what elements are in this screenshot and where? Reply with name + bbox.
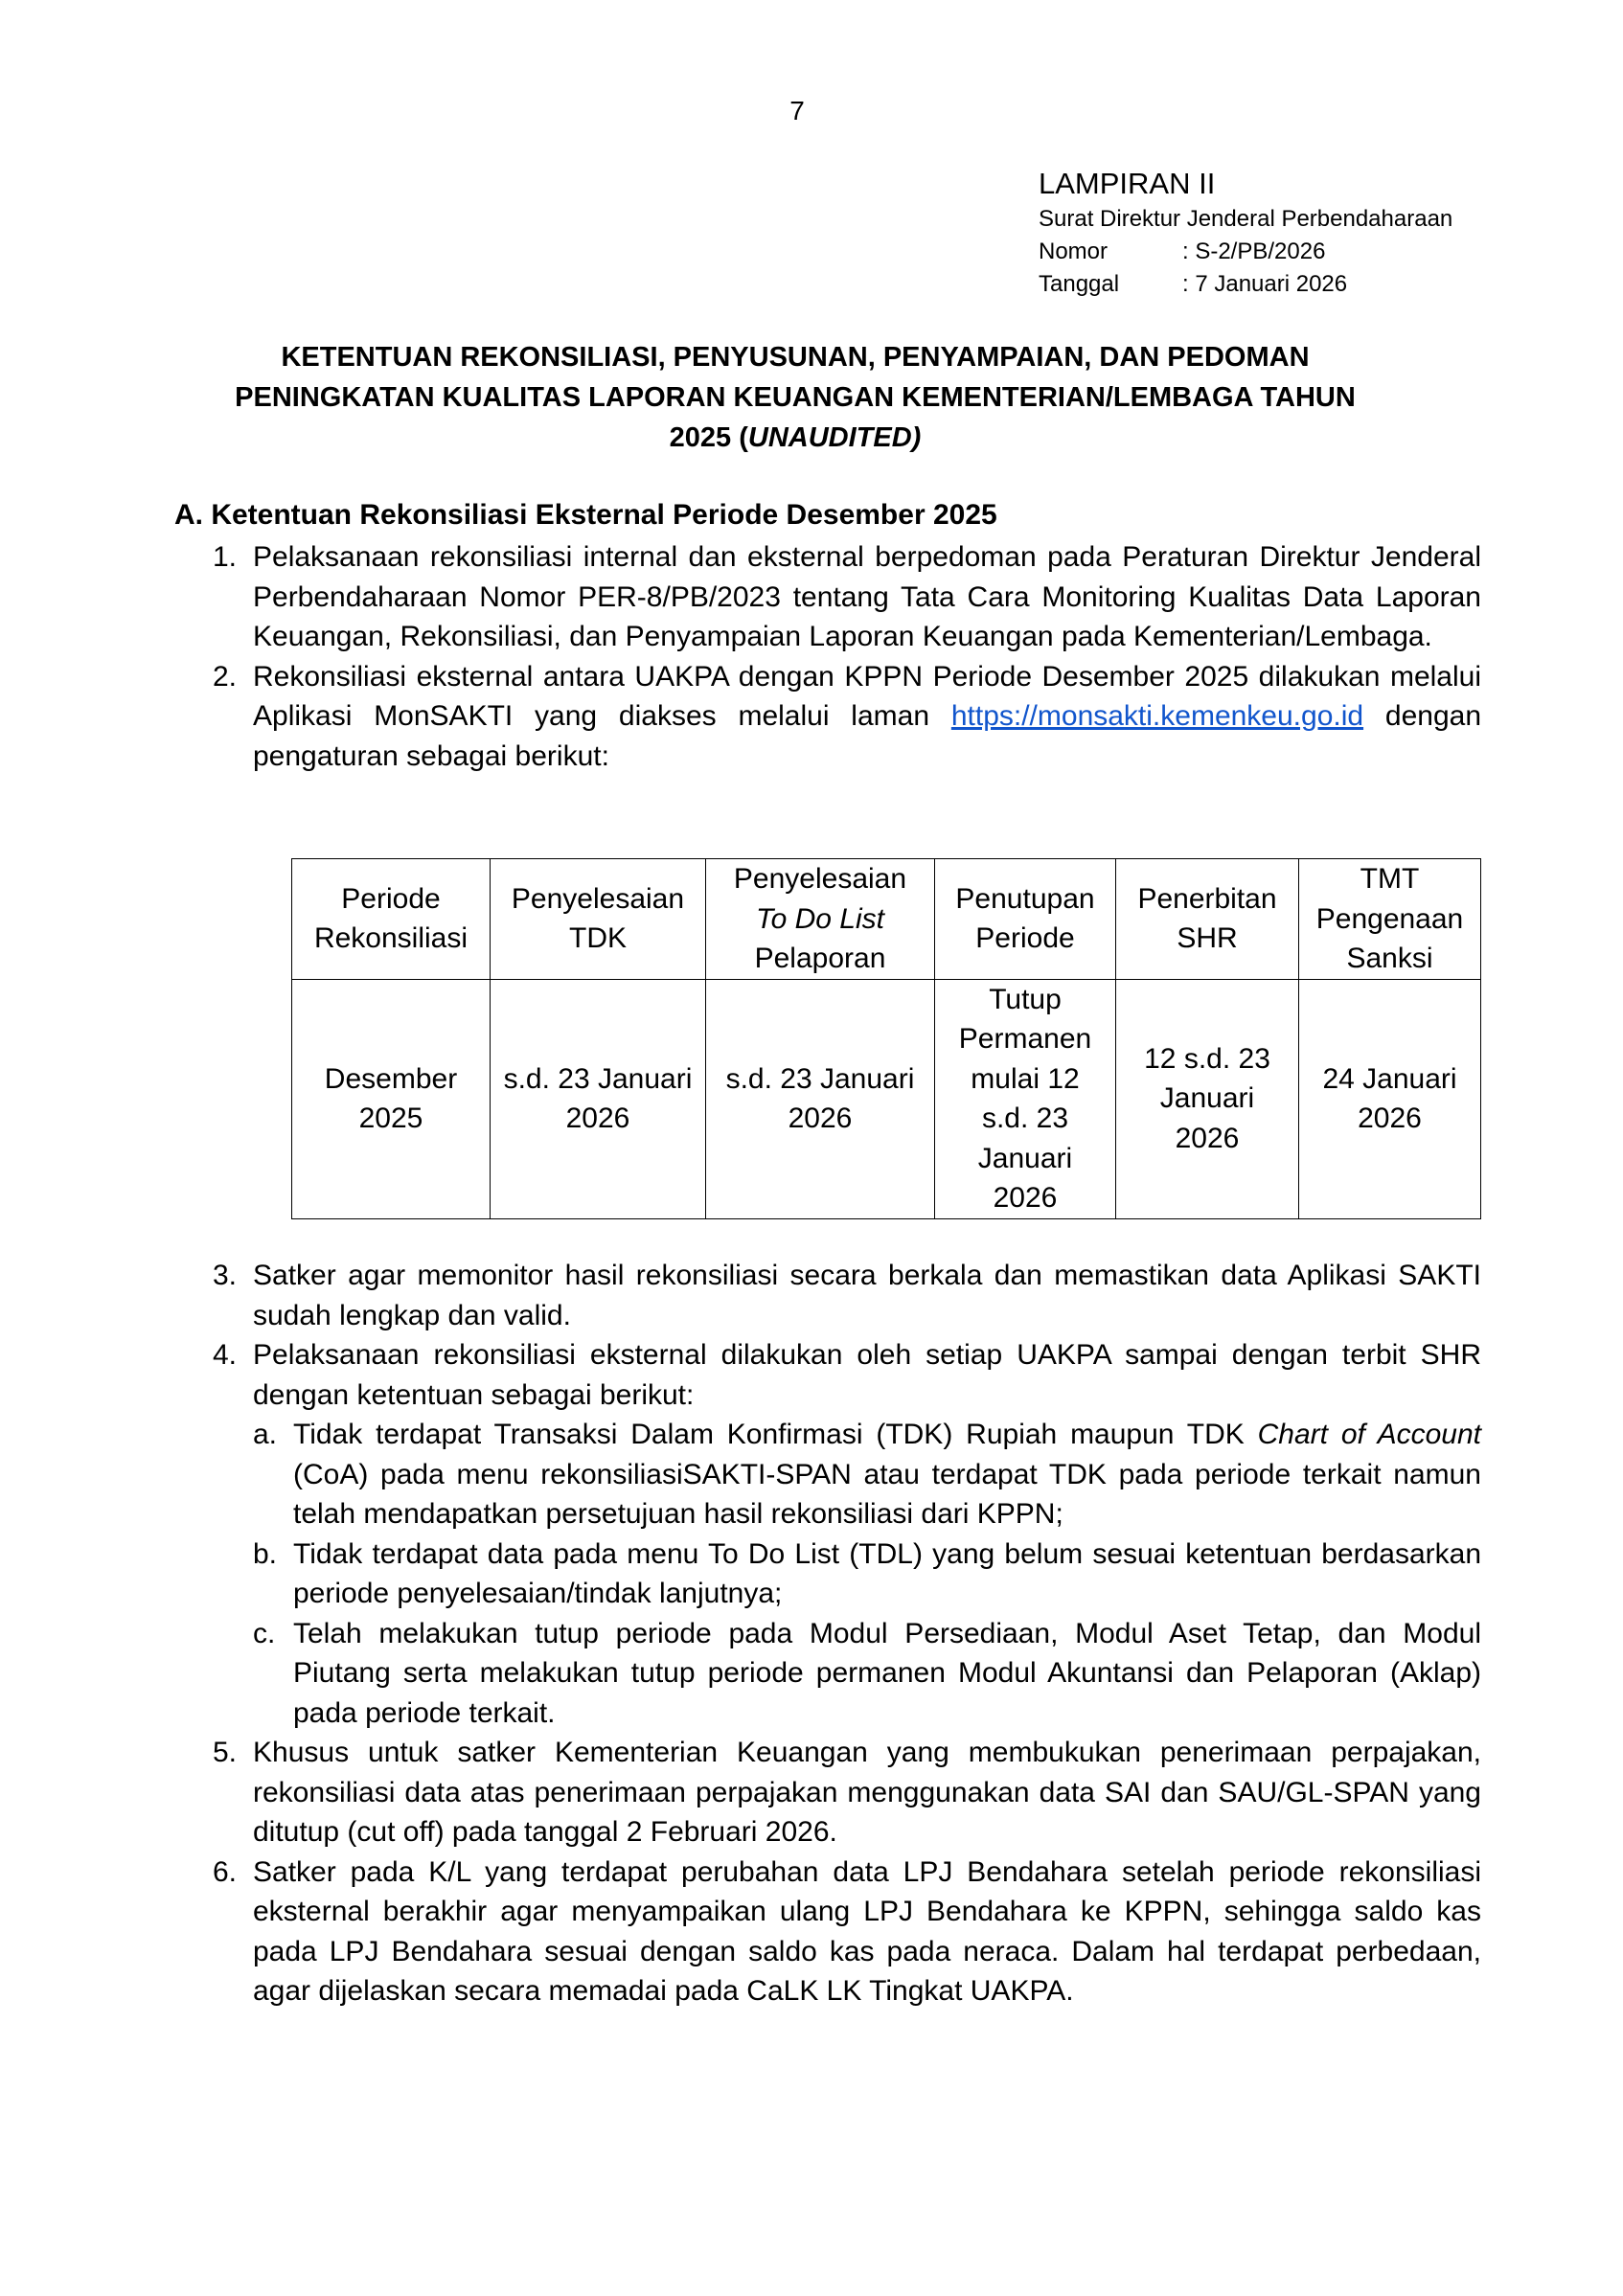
item-body bbox=[253, 1335, 1481, 1733]
reconciliation-schedule-table bbox=[291, 858, 1481, 1219]
item-text-part: Rekonsiliasi eksternal antara UAKPA dengan KPPN Periode Desember 2025 dilakukan melalui Aplikasi MonSAKTI yang diakses melalui laman bbox=[253, 660, 1481, 732]
lampiran-header bbox=[1039, 165, 1452, 301]
list-item-5 bbox=[213, 1733, 1481, 1853]
lampiran-tanggal bbox=[1039, 268, 1452, 301]
section-a-list-top bbox=[213, 537, 1481, 776]
sub-item-text: Tidak terdapat data pada menu To Do List (TDL) yang belum sesuai ketentuan berdasarkan periode penyelesaian/tindak lanjutnya; bbox=[293, 1537, 1481, 1609]
title-year: 2025 ( bbox=[669, 422, 748, 453]
title-line-3 bbox=[220, 418, 1370, 458]
item-text: Khusus untuk satker Kementerian Keuangan yang membukukan penerimaan perpajakan, rekonsiliasi data atas penerimaan perpajakan menggunakan data SAI dan SAU/GL-SPAN yang ditutup (cut off) pada tanggal 2 Februari 2026. bbox=[253, 1737, 1481, 1848]
cell-tdk: s.d. 23 Januari 2026 bbox=[491, 979, 706, 1218]
sub-item-c bbox=[253, 1614, 1481, 1734]
list-item-3 bbox=[213, 1256, 1481, 1335]
item-text-part: dengan pengaturan sebagai berikut: bbox=[253, 700, 1482, 772]
header-periode-rekonsiliasi: Periode Rekonsiliasi bbox=[292, 859, 491, 980]
list-item-2 bbox=[213, 657, 1481, 777]
item-number: 2. bbox=[213, 660, 238, 693]
cell-penutupan: Tutup Permanen mulai 12 s.d. 23 Januari 2026 bbox=[935, 979, 1116, 1218]
item-number: 5. bbox=[213, 1737, 238, 1768]
title-line-1: KETENTUAN REKONSILIASI, PENYUSUNAN, PENYAMPAIAN, DAN PEDOMAN bbox=[281, 342, 1310, 373]
header-penutupan-periode: Penutupan Periode bbox=[935, 859, 1116, 980]
document-title bbox=[220, 337, 1370, 458]
sub-item-text: Tidak terdapat Transaksi Dalam Konfirmasi (TDK) Rupiah maupun TDK Chart of Account (CoA) pada menu rekonsiliasiSAKTI-SPAN atau terdapat TDK pada periode terkait namun telah mendapatkan persetujuan hasil rekonsiliasi dari KPPN; bbox=[293, 1419, 1481, 1530]
item-number: 3. bbox=[213, 1260, 238, 1291]
table-header-row bbox=[292, 859, 1481, 980]
sub-item-b bbox=[253, 1534, 1481, 1614]
cell-sanksi: 24 Januari 2026 bbox=[1299, 979, 1481, 1218]
title-line-2: PENINGKATAN KUALITAS LAPORAN KEUANGAN KEMENTERIAN/LEMBAGA TAHUN bbox=[235, 382, 1356, 413]
page-number: 7 bbox=[789, 96, 805, 125]
header-tmt-sanksi: TMT Pengenaan Sanksi bbox=[1299, 859, 1481, 980]
lampiran-title: LAMPIRAN II bbox=[1039, 167, 1216, 200]
cell-tdl: s.d. 23 Januari 2026 bbox=[706, 979, 935, 1218]
item-number: 1. bbox=[213, 541, 238, 573]
item-number: 4. bbox=[213, 1339, 238, 1371]
item-number: 6. bbox=[213, 1855, 238, 1888]
header-penerbitan-shr: Penerbitan SHR bbox=[1116, 859, 1299, 980]
nomor-value: : S-2/PB/2026 bbox=[1182, 239, 1326, 264]
monsakti-link[interactable]: https://monsakti.kemenkeu.go.id bbox=[950, 700, 1364, 732]
list-item-6 bbox=[213, 1853, 1481, 2012]
tanggal-value: : 7 Januari 2026 bbox=[1182, 271, 1348, 297]
tanggal-label: Tanggal bbox=[1039, 271, 1120, 297]
list-item-1 bbox=[213, 537, 1481, 657]
header-penyelesaian-tdl: Penyelesaian To Do List Pelaporan bbox=[706, 859, 935, 980]
lampiran-nomor bbox=[1039, 236, 1452, 268]
item-text: Pelaksanaan rekonsiliasi eksternal dilakukan oleh setiap UAKPA sampai dengan terbit SHR dengan ketentuan sebagai berikut: bbox=[253, 1339, 1481, 1411]
chart-of-account-term: Chart of Account bbox=[1257, 1419, 1481, 1450]
item-text: Pelaksanaan rekonsiliasi internal dan eksternal berpedoman pada Peraturan Direktur Jenderal Perbendaharaan Nomor PER-8/PB/2023 tentang Tata Cara Monitoring Kualitas Data Laporan Keuangan, Rekonsiliasi, dan Penyampaian Laporan Keuangan pada Kementerian/Lembaga. bbox=[253, 541, 1481, 652]
sub-item-letter: c. bbox=[253, 1617, 276, 1649]
lampiran-subtitle: Surat Direktur Jenderal Perbendaharaan bbox=[1039, 206, 1453, 232]
header-penyelesaian-tdk: Penyelesaian TDK bbox=[491, 859, 706, 980]
sub-item-letter: a. bbox=[253, 1419, 278, 1450]
sub-item-letter: b. bbox=[253, 1537, 278, 1570]
section-a-list-bottom bbox=[213, 1256, 1481, 2012]
item-text: Satker pada K/L yang terdapat perubahan data LPJ Bendahara setelah periode rekonsiliasi eksternal berakhir agar menyampaikan ulang LPJ Bendahara ke KPPN, sehingga saldo kas pada LPJ Bendahara sesuai dengan saldo kas pada neraca. Dalam hal terdapat perbedaan, agar dijelaskan secara memadai pada CaLK LK Tingkat UAKPA. bbox=[253, 1855, 1481, 2007]
cell-shr: 12 s.d. 23 Januari 2026 bbox=[1116, 979, 1299, 1218]
sub-item-a bbox=[253, 1415, 1481, 1534]
item-text: Satker agar memonitor hasil rekonsiliasi secara berkala dan memastikan data Aplikasi SAKTI sudah lengkap dan valid. bbox=[253, 1260, 1481, 1331]
nomor-label: Nomor bbox=[1039, 239, 1109, 264]
cell-periode: Desember 2025 bbox=[292, 979, 491, 1218]
title-unaudited: UNAUDITED) bbox=[747, 422, 922, 453]
item-text bbox=[253, 657, 1481, 777]
list-item-4 bbox=[213, 1335, 1481, 1733]
table-row bbox=[292, 979, 1481, 1218]
section-a-heading: A. Ketentuan Rekonsiliasi Eksternal Periode Desember 2025 bbox=[174, 499, 997, 531]
sub-item-text: Telah melakukan tutup periode pada Modul Persediaan, Modul Aset Tetap, dan Modul Piutang serta melakukan tutup periode permanen Modul Akuntansi dan Pelaporan (Aklap) pada periode terkait. bbox=[293, 1617, 1481, 1729]
